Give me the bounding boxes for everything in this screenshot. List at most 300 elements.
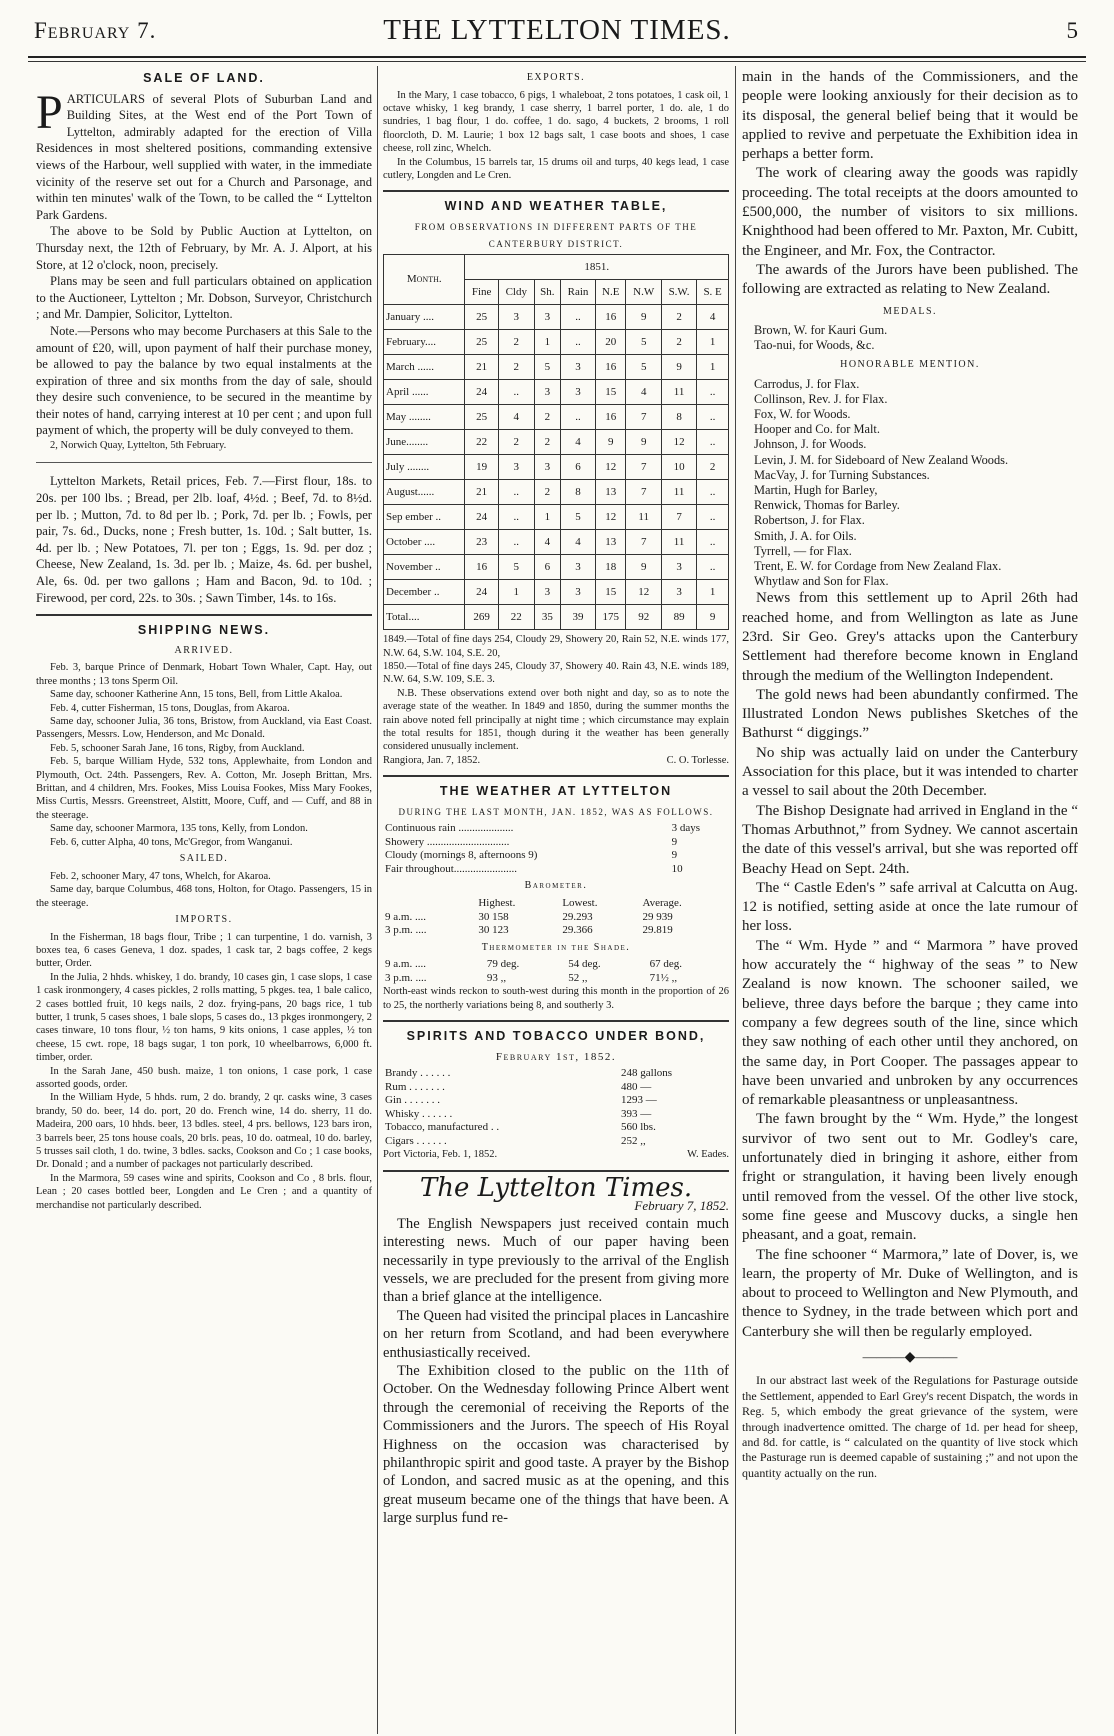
table-row xyxy=(384,605,729,630)
spirits-signature: W. Eades. xyxy=(687,1149,729,1161)
column-1 xyxy=(36,68,372,1212)
table-cell: 6 xyxy=(561,455,596,480)
table-cell: 12 xyxy=(661,430,696,455)
medals-list xyxy=(742,323,1078,353)
month-cell: August...... xyxy=(384,480,465,505)
item-label: Gin . . . . . . . xyxy=(385,1094,440,1107)
nb-note: N.B. These observations extend over both night and day, so as to note the average state of the weather. In 1849 and 1850, during the summer months the rain above noted fell principally at night time ; which circumstance may explain the total results for 1851, though during it the weather has been generally considered unusually inclement. xyxy=(383,687,729,753)
masthead-rule-thin xyxy=(28,61,1086,62)
table-cell: 7 xyxy=(626,530,661,555)
table-cell: .. xyxy=(697,505,729,530)
table-cell: 92 xyxy=(626,605,661,630)
table-row xyxy=(383,863,729,877)
list-item: Feb. 2, schooner Mary, 47 tons, Whelch, for Akaroa. xyxy=(50,870,271,882)
weather-heading: THE WEATHER AT LYTTELTON xyxy=(439,784,673,799)
table-cell: 30 158 xyxy=(478,910,509,923)
table-cell: 16 xyxy=(465,555,498,580)
item-label: Fair throughout....................... xyxy=(385,862,517,875)
table-cell: 7 xyxy=(661,505,696,530)
table-cell: .. xyxy=(561,305,596,330)
table-cell: 175 xyxy=(596,605,626,630)
list-item: Tyrrell, — for Flax. xyxy=(754,543,852,558)
table-cell: 13 xyxy=(596,530,626,555)
shipping-heading: SHIPPING NEWS. xyxy=(137,623,271,638)
editorial-date: February 7, 1852. xyxy=(634,1198,729,1214)
table-cell: 4 xyxy=(498,405,534,430)
table-cell: 16 xyxy=(596,305,626,330)
month-cell: January .... xyxy=(384,305,465,330)
item-label: Continuous rain .................... xyxy=(385,822,514,835)
column-header: Sh. xyxy=(534,280,560,305)
list-item: Collinson, Rev. J. for Flax. xyxy=(754,391,888,406)
masthead xyxy=(28,0,1086,58)
table-cell: 11 xyxy=(626,505,661,530)
wind-signature: C. O. Torlesse. xyxy=(666,754,729,766)
month-cell: Total.... xyxy=(384,605,465,630)
wind-table-subtitle: FROM OBSERVATIONS IN DIFFERENT PARTS OF THE CANTERBURY DISTRICT. xyxy=(414,222,698,249)
table-row xyxy=(383,1067,729,1081)
table-cell: 35 xyxy=(534,605,560,630)
table-row xyxy=(383,1094,729,1108)
table-cell: 5 xyxy=(534,355,560,380)
table-cell: 3 xyxy=(561,555,596,580)
editorial-para: The English Newspapers just received contain much interesting news. Much of our paper having been necessarily in type previously to the arrival of the English vessels, we are precluded for the present from giving more than a brief glance at the intelligence. xyxy=(383,1215,729,1306)
list-item: Fox, W. for Woods. xyxy=(754,406,851,421)
table-row xyxy=(383,1108,729,1122)
weather-subtitle: DURING THE LAST MONTH, JAN. 1852, WAS AS FOLLOWS. xyxy=(398,806,714,817)
list-item: Whytlaw and Son for Flax. xyxy=(754,574,889,589)
divider xyxy=(36,614,372,616)
table-cell: 3 xyxy=(534,305,560,330)
table-cell: 79 deg. xyxy=(486,958,520,971)
table-cell: 25 xyxy=(465,405,498,430)
table-cell: .. xyxy=(498,380,534,405)
table-row xyxy=(384,530,729,555)
list-item: In the Julia, 2 hhds. whiskey, 1 do. brandy, 10 cases gin, 1 case slops, 1 case 1 cask ironmongery, 4 cases pickles, 2 rolls matting, 5 pkges. tea, 1 bale calico, 2 cases bottled fruit, 10 kegs nails, 2 doz. frying-pans, 20 bags rice, 1 tub butter, 1 trunk, 5 cases shoes, 1 bale slops, 5 cases do., 13 pkges ironmongery, 2 cases tinware, 10 tons flour, ½ ton hams, 9 kits onions, 1 case apples, ½ ton cheese, 15 cwt. rope, 18 bags sugar, 1 ton pork, 10 wheelbarrows, 6,000 ft. timber, order. xyxy=(36,971,373,1064)
barometer-table xyxy=(383,897,729,938)
table-cell: 5 xyxy=(498,555,534,580)
table-cell: 3 xyxy=(534,580,560,605)
wind-notes xyxy=(383,633,729,767)
item-value: 560 lbs. xyxy=(621,1121,656,1134)
honorable-mention-heading: HONORABLE MENTION. xyxy=(840,359,980,371)
table-cell: 71½ ,, xyxy=(649,971,678,984)
table-cell: 12 xyxy=(626,580,661,605)
editorial-para: The Bishop Designate had arrived in England in the “ Thomas Arbuthnot,” from Sydney. We cannot ascertain the date of this vessel's arrival, but she was reported off Beachy Head on Sept. 24th. xyxy=(742,802,1078,877)
table-cell: 2 xyxy=(534,480,560,505)
list-item: Renwick, Thomas for Barley. xyxy=(754,498,900,513)
table-cell: 89 xyxy=(661,605,696,630)
table-cell: 52 ,, xyxy=(568,971,588,984)
column-header: S. E xyxy=(697,280,729,305)
column-header: Lowest. xyxy=(562,897,598,910)
table-row xyxy=(383,924,729,938)
column-header: N.E xyxy=(596,280,626,305)
exports-heading: EXPORTS. xyxy=(526,72,586,83)
editorial-para: The awards of the Jurors have been published. The following are extracted as relating to New Zealand. xyxy=(742,261,1078,298)
table-row xyxy=(383,897,729,911)
table-cell: 2 xyxy=(661,305,696,330)
table-cell: 4 xyxy=(534,530,560,555)
sale-para-1: PARTICULARS of several Plots of Suburban Land and Building Sites, at the West end of the Port Town of Lyttelton, admirably adapted for the erection of Villa Residences in most sheltered positions, commanding extensive views of the Harbour, well supplied with water, in the immediate vicinity of the reserve set out for a Church and Parsonage, and within ten minutes' walk of the Town, to be called the “ Lyttelton Park Gardens. xyxy=(36,85,372,222)
column-rule xyxy=(377,66,378,1734)
spirits-signoff xyxy=(383,1148,729,1161)
month-cell: Sep ember .. xyxy=(384,505,465,530)
item-value: 252 ,, xyxy=(621,1134,646,1147)
list-item: Levin, J. M. for Sideboard of New Zealand Woods. xyxy=(754,452,1009,467)
list-item: Brown, W. for Kauri Gum. xyxy=(754,322,888,337)
table-cell: 16 xyxy=(596,355,626,380)
table-cell: 9 xyxy=(626,555,661,580)
sailed-heading: SAILED. xyxy=(179,853,229,865)
table-cell: 24 xyxy=(465,380,498,405)
list-item: Feb. 6, cutter Alpha, 40 tons, Mc'Gregor, from Wanganui. xyxy=(50,836,293,848)
table-cell: 3 p.m. .... xyxy=(385,924,427,937)
table-row xyxy=(384,430,729,455)
month-cell: March ...... xyxy=(384,355,465,380)
table-cell: 22 xyxy=(498,605,534,630)
table-cell: 3 xyxy=(561,580,596,605)
column-header: Rain xyxy=(561,280,596,305)
month-cell: November .. xyxy=(384,555,465,580)
table-cell: 12 xyxy=(596,505,626,530)
list-item: Smith, J. A. for Oils. xyxy=(754,528,857,543)
editorial-para: The Queen had visited the principal places in Lancashire on her return from Scotland, and had been everywhere enthusiastically received. xyxy=(383,1307,729,1361)
table-cell: 5 xyxy=(561,505,596,530)
weather-note: North-east winds reckon to south-west during this month in the proportion of 26 to 25, the northerly variations being 8, and southerly 3. xyxy=(383,986,729,1011)
editorial-para: The “ Wm. Hyde ” and “ Marmora ” have proved how accurately the “ highway of the seas ” to New Zealand is now known. The schooner sailed, we believe, three days before the barque ; they came into company a few degrees south of the line, since which they saw nothing of each other until they anchored, on the same day, in Port Cooper. The passages appear to have been unvaried and unbroken by any occurrences of remarkable pleasantness or unpleasantness. xyxy=(742,937,1078,1109)
item-value: 9 xyxy=(671,849,678,862)
table-row xyxy=(383,822,729,836)
table-cell: 67 deg. xyxy=(649,958,682,971)
table-cell: 2 xyxy=(498,430,534,455)
table-cell: 3 xyxy=(661,555,696,580)
table-cell: 9 xyxy=(661,355,696,380)
table-cell: 3 p.m. .... xyxy=(385,971,427,984)
month-header: Month. xyxy=(384,255,465,305)
table-cell: 93 ,, xyxy=(486,971,507,984)
drop-cap: P xyxy=(36,85,63,139)
column-2 xyxy=(383,68,729,1528)
table-cell: .. xyxy=(697,480,729,505)
table-cell: 9 xyxy=(697,605,729,630)
list-item: Robertson, J. for Flax. xyxy=(754,513,865,528)
markets-para: Lyttelton Markets, Retail prices, Feb. 7.—First flour, 18s. to 20s. per 100 lbs. ; Bread, per 2lb. loaf, 4½d. ; Beef, 7d. to 8½d. per lb. ; Mutton, 7d. to 8d per lb. ; Pork, 7d. per lb. ; Fowls, per pair, 7s. 6d., Ducks, none ; Fresh butter, 1s. 10d. ; Salt butter, 1s. 4d. per lb. ; New Potatoes, 7l. per ton ; Eggs, 1s. 9d. per doz ; Cheese, New Zealand, 1s. 3d. per lb. ; Maize, 4s. 6d. per bushel, Ale, 6s. 0d. per two gallons ; Ham and Bacon, 9d. to 10d. ; Firewood, per cord, 22s. to 30s. ; Sawn Timber, 14s. to 16s. xyxy=(36,474,372,605)
imports-list xyxy=(36,931,372,1213)
divider xyxy=(383,775,729,777)
divider xyxy=(36,462,372,463)
month-cell: April ...... xyxy=(384,380,465,405)
table-row xyxy=(384,305,729,330)
editorial-para: No ship was actually laid on under the Canterbury Association for this place, but it was intended to charter a vessel to sail about the 20th December. xyxy=(742,744,1078,800)
editorial-para: The fine schooner “ Marmora,” late of Dover, is, we learn, the property of Mr. Duke of Wellington, and is about to proceed to Wellington and New Plymouth, and thence to Sydney, in the trade between which port and Canterbury she will then be regularly employed. xyxy=(742,1246,1078,1340)
table-cell: 8 xyxy=(661,405,696,430)
item-label: Whisky . . . . . . xyxy=(385,1107,453,1120)
table-cell: 1 xyxy=(697,330,729,355)
divider xyxy=(383,1170,729,1172)
item-label: Brandy . . . . . . xyxy=(385,1067,451,1080)
table-row xyxy=(383,1121,729,1135)
table-cell: 18 xyxy=(596,555,626,580)
table-row xyxy=(383,1081,729,1095)
table-row xyxy=(384,580,729,605)
table-cell: 1 xyxy=(697,580,729,605)
item-value: 3 days xyxy=(671,822,701,835)
table-cell: 2 xyxy=(534,430,560,455)
arrived-list xyxy=(36,661,372,849)
list-item: Carrodus, J. for Flax. xyxy=(754,376,860,391)
table-cell: 9 xyxy=(596,430,626,455)
item-value: 248 gallons xyxy=(621,1067,673,1080)
table-cell: 1 xyxy=(498,580,534,605)
list-item: Same day, schooner Julia, 36 tons, Bristow, from Auckland, via East Coast. Passengers, Messrs. Low, Henderson, and Mc Donald. xyxy=(36,716,372,741)
column-3 xyxy=(742,68,1078,1481)
table-cell: 25 xyxy=(465,305,498,330)
divider xyxy=(383,1020,729,1022)
table-cell: 2 xyxy=(498,330,534,355)
editorial-masthead: The Lyttelton Times. xyxy=(419,1172,693,1203)
list-item: Feb. 4, cutter Fisherman, 15 tons, Douglas, from Akaroa. xyxy=(50,702,290,714)
table-cell: 24 xyxy=(465,505,498,530)
column-header: Average. xyxy=(642,897,682,910)
list-item: In the Sarah Jane, 450 bush. maize, 1 ton onions, 1 case pork, 1 case assorted goods, order. xyxy=(36,1065,372,1090)
table-cell: 7 xyxy=(626,405,661,430)
table-cell: 11 xyxy=(661,380,696,405)
item-value: 1293 — xyxy=(621,1094,657,1107)
table-cell: 9 a.m. .... xyxy=(385,958,426,971)
imports-heading: IMPORTS. xyxy=(175,913,233,925)
divider xyxy=(383,190,729,192)
wind-signoff xyxy=(383,754,729,767)
item-value: 10 xyxy=(671,862,683,875)
table-cell: 5 xyxy=(626,355,661,380)
table-cell: 4 xyxy=(697,305,729,330)
table-cell: 2 xyxy=(697,455,729,480)
exports-list xyxy=(383,89,729,183)
table-row xyxy=(384,455,729,480)
table-cell: 2 xyxy=(534,405,560,430)
table-cell: 7 xyxy=(626,480,661,505)
table-cell: 11 xyxy=(661,480,696,505)
wind-place: Rangiora, Jan. 7, 1852. xyxy=(383,754,481,766)
medals-heading: MEDALS. xyxy=(882,305,938,317)
editorial-para: The “ Castle Eden's ” safe arrival at Calcutta on Aug. 12 is notified, setting aside at once the late rumour of her loss. xyxy=(742,879,1078,935)
editorial-continued xyxy=(742,589,1078,1342)
table-cell: 21 xyxy=(465,480,498,505)
month-cell: May ........ xyxy=(384,405,465,430)
table-cell: .. xyxy=(697,555,729,580)
editorial-para: News from this settlement up to April 26th had reached home, and from Wellington as late as June 23rd. Sir Geo. Grey's attacks upon the Canterbury Settlement had therefore become known in England through the medium of the Wellington Independent. xyxy=(742,590,1078,684)
item-label: Cigars . . . . . . xyxy=(385,1134,447,1147)
barometer-heading: Barometer. xyxy=(524,880,588,892)
table-cell: .. xyxy=(561,330,596,355)
table-cell: 10 xyxy=(661,455,696,480)
table-cell: 29.293 xyxy=(562,910,593,923)
item-value: 393 — xyxy=(621,1107,652,1120)
table-row xyxy=(383,958,729,972)
table-cell: 9 xyxy=(626,430,661,455)
honorable-mention-list xyxy=(742,377,1078,590)
list-item: In the Mary, 1 case tobacco, 6 pigs, 1 whaleboat, 2 tons potatoes, 1 cask oil, 1 octave whisky, 1 keg brandy, 1 case sherry, 1 barrel porter, 1 do. ale, 1 do sundries, 1 bag flour, 1 do. coffee, 1 do. sago, 4 buckets, 2 brooms, 1 roll floorcloth, D. M. Laurie; 1 box 12 bags salt, 1 case boots and shoes, 1 case cheese, roll zinc, Whelch. xyxy=(383,89,729,155)
table-cell: 3 xyxy=(561,355,596,380)
table-cell: 29 939 xyxy=(642,910,673,923)
month-cell: February.... xyxy=(384,330,465,355)
table-cell: 29.366 xyxy=(562,924,593,937)
table-cell: 15 xyxy=(596,580,626,605)
list-item: Hooper and Co. for Malt. xyxy=(754,422,880,437)
table-row xyxy=(384,330,729,355)
table-cell: 3 xyxy=(498,305,534,330)
list-item: Same day, schooner Katherine Ann, 15 tons, Bell, from Little Akaloa. xyxy=(50,689,343,701)
table-cell: 8 xyxy=(561,480,596,505)
table-cell: 3 xyxy=(534,455,560,480)
sale-heading: SALE OF LAND. xyxy=(143,71,265,85)
item-label: Tobacco, manufactured . . xyxy=(385,1121,500,1134)
editorial-para-continued: main in the hands of the Commissioners, and the people were looking anxiously for their decision as to its disposal, the general belief being that it would be applied to revive and perpetuate the Exhibition idea in perhaps a better form. xyxy=(742,69,1078,163)
list-item: Same day, schooner Marmora, 135 tons, Kelly, from London. xyxy=(50,823,308,835)
year-header: 1851. xyxy=(465,255,729,280)
list-item: MacVay, J. for Turning Substances. xyxy=(754,467,930,482)
item-label: Showery .............................. xyxy=(385,835,510,848)
sale-para-4: Note.—Persons who may become Purchasers at this Sale to the amount of £20, will, upon payment of half their purchase money, be allowed to pay the balance by two equal instalments at the expiration of three and six months from the day of sale, should they desire such convenience, to be secured in the meantime by their notes of hand, carrying interest at 10 per cent ; and upon full payment of which, the property will be duly conveyed to them. xyxy=(36,323,372,438)
editorial-para: The Exhibition closed to the public on the 11th of October. On the Wednesday following Prince Albert went through the ceremonial of receiving the Reports of the Commissioners and the Jurors. The speech of His Royal Highness on the occasion was characterised by philanthropic spirit and good taste. A prayer by the Bishop of London, and sacred music as at the opening, and this great museum became one of the things that have been. A large surplus fund re- xyxy=(383,1363,729,1527)
table-row xyxy=(384,405,729,430)
table-cell: 1 xyxy=(534,330,560,355)
page-number: 5 xyxy=(1066,18,1078,43)
table-cell: 11 xyxy=(661,530,696,555)
table-cell: 4 xyxy=(561,430,596,455)
table-cell: 21 xyxy=(465,355,498,380)
table-cell: 25 xyxy=(465,330,498,355)
list-item: Trent, E. W. for Cordage from New Zealand Flax. xyxy=(754,559,1002,573)
table-cell: .. xyxy=(697,405,729,430)
list-item: In the Fisherman, 18 bags flour, Tribe ; 1 can turpentine, 1 do. varnish, 3 boxes tea, 6 cases Geneva, 1 doz. spades, 1 cask tar, 2 bags coffee, 2 kegs butter, Order. xyxy=(36,931,372,970)
pasturage-note: In our abstract last week of the Regulations for Pasturage outside the Settlement, appended to Earl Grey's recent Dispatch, the words in Reg. 5, which embody the great grievance of the system, were through inadvertence omitted. The charge of 1d. per head for sheep, and 8d. for cattle, is “ calculated on the quantity of live stock which the Pasturage run is deemed capable of sustaining ;” and not upon the quantity actually on the run. xyxy=(742,1373,1078,1480)
item-value: 480 — xyxy=(621,1080,652,1093)
list-item: Martin, Hugh for Barley, xyxy=(754,482,878,497)
table-cell: 4 xyxy=(561,530,596,555)
spirits-date: February 1st, 1852. xyxy=(495,1050,617,1063)
ornament-divider: ———◆——— xyxy=(862,1349,958,1365)
note-1850: 1850.—Total of fine days 245, Cloudy 37, Showery 40. Rain 43, N.E. winds 189, N.W. 64, S.W. 109, S.E. 3. xyxy=(383,661,729,686)
wind-weather-table xyxy=(383,254,729,630)
list-item: In the Marmora, 59 cases wine and spirits, Cookson and Co , 8 brls. flour, Lean ; 20 cases bottled beer, Longden and Le Cren ; and a quantity of merchandise not particularly described. xyxy=(36,1172,372,1211)
spirits-table xyxy=(383,1067,729,1148)
table-cell: 269 xyxy=(465,605,498,630)
table-cell: 54 deg. xyxy=(568,958,601,971)
item-label: Rum . . . . . . . xyxy=(385,1080,445,1093)
table-cell: 2 xyxy=(661,330,696,355)
table-row xyxy=(383,1135,729,1149)
thermometer-heading: Thermometer in the Shade. xyxy=(481,941,631,953)
column-header: N.W xyxy=(626,280,661,305)
table-cell: .. xyxy=(697,430,729,455)
table-cell: 16 xyxy=(596,405,626,430)
paper-title: THE LYTTELTON TIMES. xyxy=(383,14,731,46)
table-cell: 19 xyxy=(465,455,498,480)
spirits-heading: SPIRITS AND TOBACCO UNDER BOND, xyxy=(406,1028,706,1043)
month-cell: June........ xyxy=(384,430,465,455)
thermometer-table xyxy=(383,958,729,985)
month-cell: October .... xyxy=(384,530,465,555)
table-cell: 15 xyxy=(596,380,626,405)
list-item: Tao-nui, for Woods, &c. xyxy=(754,338,875,353)
item-label: Cloudy (mornings 8, afternoons 9) xyxy=(385,849,538,862)
table-row xyxy=(384,505,729,530)
list-item: Same day, barque Columbus, 468 tons, Holton, for Otago. Passengers, 15 in the steerage. xyxy=(36,884,372,909)
table-cell: 7 xyxy=(626,455,661,480)
table-cell: 3 xyxy=(561,380,596,405)
table-cell: 13 xyxy=(596,480,626,505)
editorial-para: The work of clearing away the goods was rapidly proceeding. The total receipts at the doors amounted to £500,000, the number of visitors to six millions. Knighthood had been offered to Mr. Paxton, Mr. Cubitt, the Engineer, and Mr. Fox, the Contractor. xyxy=(742,165,1078,259)
editorial-body xyxy=(383,1215,729,1528)
table-cell: 23 xyxy=(465,530,498,555)
list-item: In the Columbus, 15 barrels tar, 15 drums oil and turps, 40 kegs lead, 1 case cutlery, Longden and Le Cren. xyxy=(383,156,729,182)
table-cell: 6 xyxy=(534,555,560,580)
column-header: Cldy xyxy=(498,280,534,305)
column-rule xyxy=(735,66,736,1734)
table-row xyxy=(384,355,729,380)
sale-para-3: Plans may be seen and full particulars obtained on application to the Auctioneer, Lyttelton ; Mr. Dobson, Surveyor, Christchurch ; and Mr. Dampier, Solicitor, Lyttelton. xyxy=(36,274,372,322)
table-cell: .. xyxy=(498,505,534,530)
table-cell: 1 xyxy=(534,505,560,530)
list-item: Feb. 5, schooner Sarah Jane, 16 tons, Rigby, from Auckland. xyxy=(50,742,305,754)
table-cell: 5 xyxy=(626,330,661,355)
table-cell: 3 xyxy=(534,380,560,405)
table-row xyxy=(383,911,729,925)
table-cell: 4 xyxy=(626,380,661,405)
list-item: Johnson, J. for Woods. xyxy=(754,437,867,452)
column-header: Fine xyxy=(465,280,498,305)
wind-table-heading: WIND AND WEATHER TABLE, xyxy=(444,199,668,214)
month-cell: December .. xyxy=(384,580,465,605)
table-cell: 24 xyxy=(465,580,498,605)
table-cell: 9 a.m. .... xyxy=(385,910,426,923)
table-cell: .. xyxy=(697,530,729,555)
table-cell: 3 xyxy=(498,455,534,480)
issue-date: February 7. xyxy=(34,18,157,43)
editorial-para: The gold news had been abundantly confirmed. The Illustrated London News publishes Sketches of the Bathurst “ diggings.” xyxy=(742,686,1078,742)
sale-address: 2, Norwich Quay, Lyttelton, 5th February. xyxy=(50,440,227,452)
spirits-place: Port Victoria, Feb. 1, 1852. xyxy=(383,1149,498,1161)
column-header xyxy=(383,897,476,911)
arrived-heading: ARRIVED. xyxy=(174,644,234,656)
table-cell: .. xyxy=(697,380,729,405)
editorial-para: The fawn brought by the “ Wm. Hyde,” the longest survivor of two sent out to Mr. Godley's care, unfortunately died in bringing it ashore, either from fright or strangulation, it having been lively enough until removed from the vessel. Of the other live stock, some fine geese and Muscovy ducks, a single hen pheasant, and a goat, remain. xyxy=(742,1111,1078,1244)
table-cell: 39 xyxy=(561,605,596,630)
weather-summary xyxy=(383,822,729,876)
table-row xyxy=(384,555,729,580)
sale-para-2: The above to be Sold by Public Auction at Lyttelton, on Thursday next, the 12th of February, by Mr. A. J. Alport, at his Store, at 12 o'clock, noon, precisely. xyxy=(36,224,372,272)
table-row xyxy=(384,380,729,405)
sailed-list xyxy=(36,870,372,910)
table-cell: 29.819 xyxy=(642,924,673,937)
table-cell: 2 xyxy=(498,355,534,380)
table-cell: 3 xyxy=(661,580,696,605)
list-item: Feb. 3, barque Prince of Denmark, Hobart Town Whaler, Capt. Hay, out three months ; 13 tons Sperm Oil. xyxy=(36,662,372,687)
table-cell: .. xyxy=(498,480,534,505)
list-item: In the William Hyde, 5 hhds. rum, 2 do. brandy, 2 qr. casks wine, 3 cases brandy, 50 do. beer, 14 do. port, 20 do. French wine, 14 do. sherry, 11 do. Madeira, 200 oars, 10 hhds. beer, 13 bdles. steel, 4 prs. bellows, 123 bars iron, 3 barrels beer, 25 tons house coals, 20 brls. peas, 10 do. oatmeal, 10 do. barley, 5 trusses sail cloth, 1 do. twine, 3 bdles. sacks, Cookson and Co ; 1 case books, Dr. Donald ; and a number of packages not particularly described. xyxy=(36,1092,372,1171)
table-cell: .. xyxy=(498,530,534,555)
month-cell: July ........ xyxy=(384,455,465,480)
table-row xyxy=(383,972,729,986)
column-header: Highest. xyxy=(478,897,516,910)
masthead-rule xyxy=(28,56,1086,58)
table-cell: 30 123 xyxy=(478,924,509,937)
table-cell: .. xyxy=(561,405,596,430)
note-1849: 1849.—Total of fine days 254, Cloudy 29, Showery 20, Rain 52, N.E. winds 177, N.W. 64, S.W. 104, S.E. 20, xyxy=(383,634,729,659)
table-cell: 9 xyxy=(626,305,661,330)
